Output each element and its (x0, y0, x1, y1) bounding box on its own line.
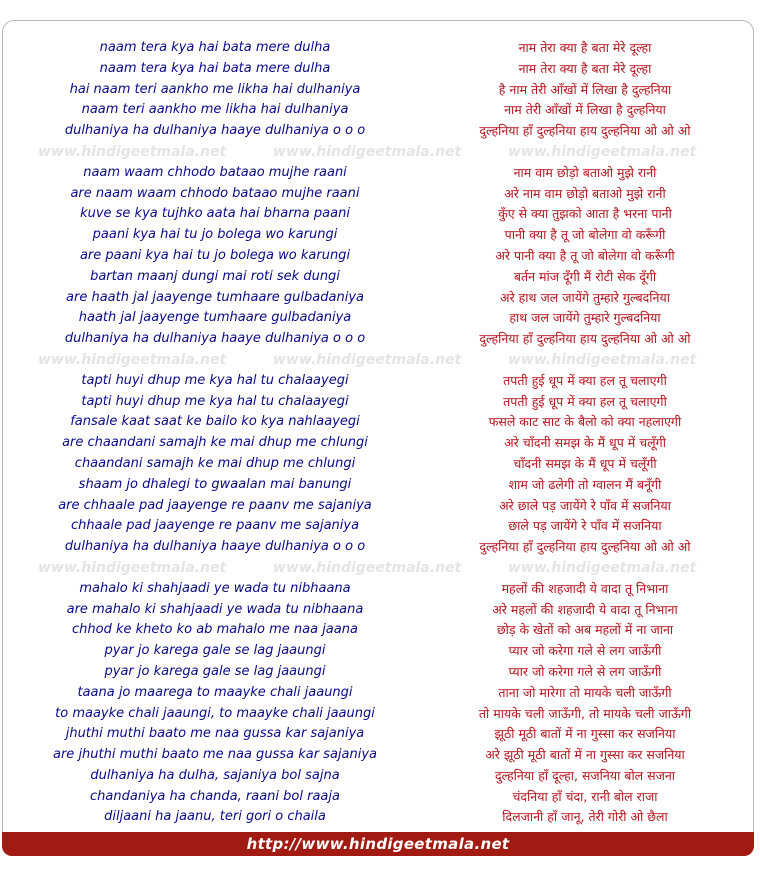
lyric-devanagari: छोड़ के खेतों को अब महलों में ना जाना (496, 622, 674, 638)
lyric-roman: are paani kya hai tu jo bolega wo karungi (79, 247, 351, 263)
lyric-roman: dulhaniya ha dulhaniya haaye dulhaniya o o o (64, 123, 366, 139)
watermark-text: www.hindigeetmala.net (508, 143, 697, 160)
watermark-text: www.hindigeetmala.net (38, 351, 227, 368)
lyric-line (0, 766, 760, 787)
lyric-roman: are haath jal jaayenge tumhaare gulbadaniya (66, 289, 364, 305)
lyric-roman: naam teri aankho me likha hai dulhaniya (81, 102, 349, 118)
lyric-line (0, 38, 760, 59)
lyric-roman: naam tera kya hai bata mere dulha (99, 60, 331, 76)
lyric-devanagari: ताना जो मारेगा तो मायके चली जाऊँगी (498, 684, 672, 700)
lyric-line (0, 59, 760, 80)
lyric-devanagari: प्यार जो करेगा गले से लग जाऊँगी (508, 663, 662, 679)
lyric-roman: tapti huyi dhup me kya hal tu chalaayegi (81, 393, 349, 409)
lyric-devanagari: शाम जो ढलेगी तो ग्वालन मैं बनूँगी (508, 476, 662, 492)
lyric-devanagari: दुल्हनिया हाँ दूल्हा, सजनिया बोल सजना (494, 767, 676, 783)
lyric-line (0, 329, 760, 350)
lyric-devanagari: दिलजानी हाँ जानू, तेरी गोरी ओ छैला (502, 809, 668, 825)
lyric-roman: are chaandani samajh ke mai dhup me chlungi (62, 435, 368, 451)
lyric-line (0, 662, 760, 683)
lyric-devanagari: तो मायके चली जाऊँगी, तो मायके चली जाऊँगी (478, 705, 692, 721)
watermark-text: www.hindigeetmala.net (273, 559, 462, 576)
lyric-devanagari: नाम तेरा क्या है बता मेरे दूल्हा (518, 40, 652, 55)
lyric-line (0, 704, 760, 725)
lyric-line (0, 267, 760, 288)
lyric-devanagari: चंदनिया हाँ चंदा, रानी बोल राजा (512, 788, 658, 804)
lyric-devanagari: फसले काट साट के बैलो को क्या नहलाएगी (488, 414, 682, 430)
lyric-devanagari: नाम वाम छोड़ो बताओ मुझे रानी (513, 164, 657, 180)
lyric-roman: diljaani ha jaanu, teri gori o chaila (104, 809, 326, 825)
lyric-roman: naam waam chhodo bataao mujhe raani (83, 164, 347, 180)
lyric-devanagari: चाँदनी समझ के मैं धूप में चलूँगी (513, 455, 657, 471)
lyric-devanagari: अरे महलों की शहजादी ये वादा तू निभाना (492, 601, 678, 617)
watermark-text: www.hindigeetmala.net (38, 143, 227, 160)
lyric-devanagari: झूठी मूठी बातों में ना गुस्सा कर सजनिया (494, 726, 676, 742)
lyric-line (0, 454, 760, 475)
lyric-roman: jhuthi muthi baato me naa gussa kar sajaniya (65, 726, 365, 742)
lyric-devanagari: नाम तेरा क्या है बता मेरे दूल्हा (518, 60, 652, 76)
lyric-roman: are chhaale pad jaayenge re paanv me sajaniya (58, 497, 372, 513)
lyric-devanagari: प्यार जो करेगा गले से लग जाऊँगी (508, 643, 662, 659)
lyric-line (0, 184, 760, 205)
lyric-roman: dulhaniya ha dulha, sajaniya bol sajna (90, 767, 340, 783)
lyric-roman: chaandani samajh ke mai dhup me chlungi (74, 455, 356, 471)
watermark-text: www.hindigeetmala.net (508, 559, 697, 576)
lyric-devanagari: हाथ जल जायेंगे तुम्हारे गुल्बदनिया (509, 310, 661, 326)
lyric-line (0, 100, 760, 121)
lyric-devanagari: अरे हाथ जल जायेंगे तुम्हारे गुल्बदनिया (500, 289, 670, 305)
lyric-roman: shaam jo dhalegi to gwaalan mai banungi (78, 476, 352, 492)
lyric-devanagari: कुँए से क्या तुझको आता है भरना पानी (498, 206, 672, 222)
lyric-roman: taana jo maarega to maayke chali jaaungi (77, 684, 353, 700)
lyric-roman: fansale kaat saat ke bailo ko kya nahlaayegi (70, 414, 360, 430)
lyric-devanagari: पानी क्या है तू जो बोलेगा वो करूँगी (504, 227, 666, 243)
lyric-roman: are jhuthi muthi baato me naa gussa kar sajaniya (53, 747, 377, 763)
lyric-devanagari: दुल्हनिया हाँ दुल्हनिया हाय दुल्हनिया ओ ओ ओ (479, 331, 691, 347)
lyric-line (0, 433, 760, 454)
lyric-roman: pyar jo karega gale se lag jaaungi (104, 663, 326, 679)
lyric-line (0, 475, 760, 496)
lyric-roman: paani kya hai tu jo bolega wo karungi (92, 227, 338, 243)
lyric-devanagari: तपती हुई धूप में क्या हल तू चलाएगी (503, 393, 667, 409)
lyric-devanagari: अरे चाँदनी समझ के मैं धूप में चलूँगी (504, 435, 666, 451)
lyric-devanagari: नाम तेरी आँखों में लिखा है दुल्हनिया (504, 102, 666, 118)
lyric-devanagari: तपती हुई धूप में क्या हल तू चलाएगी (503, 372, 667, 388)
lyric-line (0, 579, 760, 600)
lyric-devanagari: अरे झूठी मूठी बातों में ना गुस्सा कर सजनिया (485, 747, 685, 763)
lyric-line (0, 204, 760, 225)
lyric-roman: hai naam teri aankho me likha hai dulhaniya (69, 81, 361, 97)
lyric-line (0, 225, 760, 246)
lyric-devanagari: दुल्हनिया हाँ दुल्हनिया हाय दुल्हनिया ओ ओ ओ (479, 539, 691, 555)
lyric-line (0, 807, 760, 828)
lyric-roman: dulhaniya ha dulhaniya haaye dulhaniya o o o (64, 331, 366, 347)
lyric-line (0, 246, 760, 267)
watermark-row (0, 142, 760, 163)
lyric-line (0, 371, 760, 392)
lyric-roman: kuve se kya tujhko aata hai bharna paani (80, 206, 350, 222)
lyric-roman: are mahalo ki shahjaadi ye wada tu nibhaana (66, 601, 364, 617)
lyrics-container (0, 38, 760, 828)
watermark-row (0, 350, 760, 371)
lyric-line (0, 163, 760, 184)
lyric-devanagari: है नाम तेरी आँखों में लिखा है दुल्हनिया (498, 81, 672, 97)
watermark-row (0, 558, 760, 579)
footer-url[interactable]: http://www.hindigeetmala.net (246, 835, 510, 853)
lyric-line (0, 516, 760, 537)
lyric-roman: naam tera kya hai bata mere dulha (99, 40, 331, 55)
lyric-devanagari: अरे पानी क्या है तू जो बोलेगा वो करूँगी (495, 247, 675, 263)
watermark-text: www.hindigeetmala.net (273, 143, 462, 160)
lyric-roman: haath jal jaayenge tumhaare gulbadaniya (78, 310, 352, 326)
lyric-line (0, 787, 760, 808)
lyric-line (0, 496, 760, 517)
lyric-devanagari: दुल्हनिया हाँ दुल्हनिया हाय दुल्हनिया ओ ओ ओ (479, 123, 691, 139)
lyric-line (0, 745, 760, 766)
lyric-devanagari: महलों की शहजादी ये वादा तू निभाना (501, 580, 669, 596)
lyric-line (0, 641, 760, 662)
lyric-line (0, 288, 760, 309)
lyric-roman: bartan maanj dungi mai roti sek dungi (90, 268, 340, 284)
lyric-line (0, 121, 760, 142)
lyric-roman: dulhaniya ha dulhaniya haaye dulhaniya o o o (64, 539, 366, 555)
lyric-line (0, 683, 760, 704)
lyric-line (0, 600, 760, 621)
lyric-devanagari: अरे छाले पड़ जायेंगे रे पाँव में सजनिया (499, 497, 671, 513)
lyric-roman: are naam waam chhodo bataao mujhe raani (70, 185, 360, 201)
watermark-text: www.hindigeetmala.net (273, 351, 462, 368)
lyric-line (0, 80, 760, 101)
lyric-line (0, 308, 760, 329)
lyric-line (0, 537, 760, 558)
lyric-devanagari: बर्तन मांज दूँगी मैं रोटी सेक दूँगी (513, 268, 657, 284)
lyric-devanagari: अरे नाम वाम छोड़ो बताओ मुझे रानी (504, 185, 666, 201)
lyric-roman: to maayke chali jaaungi, to maayke chali jaaungi (55, 705, 375, 721)
lyric-line (0, 392, 760, 413)
lyric-roman: tapti huyi dhup me kya hal tu chalaayegi (81, 372, 349, 388)
lyric-line (0, 724, 760, 745)
footer-bar (2, 832, 754, 856)
lyric-roman: mahalo ki shahjaadi ye wada tu nibhaana (79, 580, 351, 596)
watermark-text: www.hindigeetmala.net (38, 559, 227, 576)
lyric-roman: chhod ke kheto ko ab mahalo me naa jaana (72, 622, 358, 638)
lyric-line (0, 412, 760, 433)
lyric-line (0, 620, 760, 641)
watermark-text: www.hindigeetmala.net (508, 351, 697, 368)
lyric-devanagari: छाले पड़ जायेंगे रे पाँव में सजनिया (508, 518, 662, 534)
lyric-roman: pyar jo karega gale se lag jaaungi (104, 643, 326, 659)
lyric-roman: chandaniya ha chanda, raani bol raaja (90, 788, 340, 804)
lyric-roman: chhaale pad jaayenge re paanv me sajaniya (70, 518, 360, 534)
